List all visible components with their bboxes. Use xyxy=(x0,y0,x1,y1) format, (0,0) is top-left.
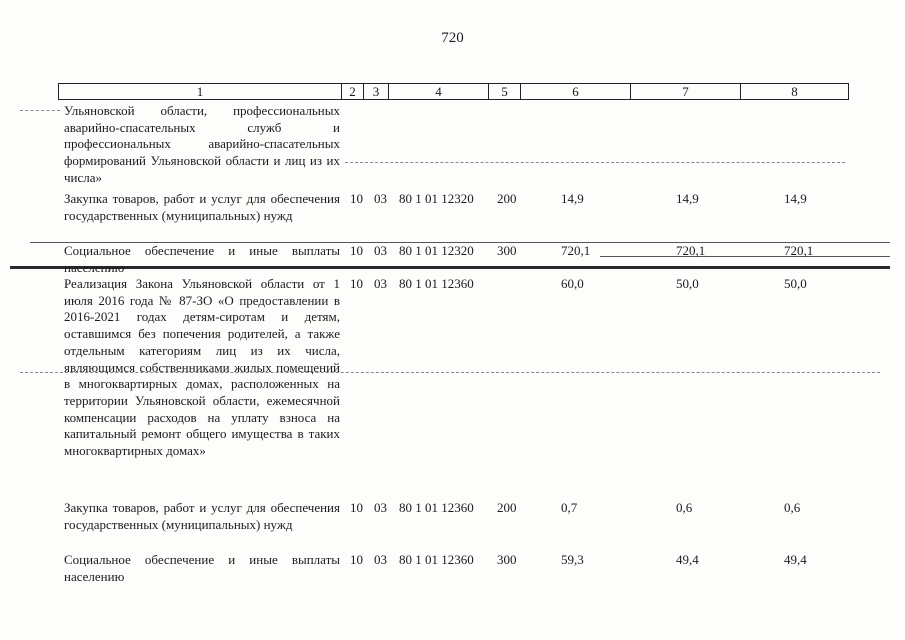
header-col-5: 5 xyxy=(489,84,521,99)
cell-target-code: 80 1 01 12360 xyxy=(399,500,474,515)
cell-subsection: 03 xyxy=(374,500,387,515)
cell-value-8: 720,1 xyxy=(784,243,814,258)
row-description: Реализация Закона Ульяновской области от 1 июля 2016 года № 87-ЗО «О предоставлении в 2016-2021 годах детям-сиротам и детям, оставшимся без попечения родителей, а также отдельным категориям лиц из их числа, являющимся собственниками жилых помещений в многоквартирных домах, расположенных на территории Ульяновской области, ежемесячной компенсации расходов на уплату взноса на капитальный ремонт общего имущества в таких многоквартирных домах» xyxy=(64,276,340,459)
cell-value-6: 59,3 xyxy=(561,552,584,567)
row-description: Ульяновской области, профессиональных аварийно-спасательных служб и профессиональных аварийно-спасательных формирований Ульяновской области и лиц из их числа» xyxy=(64,103,340,185)
cell-subsection: 03 xyxy=(374,552,387,567)
cell-section: 10 xyxy=(350,276,363,291)
row-description: Социальное обеспечение и иные выплаты населению xyxy=(64,552,340,584)
cell-value-7: 49,4 xyxy=(676,552,699,567)
cell-target-code: 80 1 01 12320 xyxy=(399,191,474,206)
header-col-6: 6 xyxy=(521,84,631,99)
header-col-2: 2 xyxy=(342,84,364,99)
cell-value-8: 50,0 xyxy=(784,276,807,291)
cell-section: 10 xyxy=(350,552,363,567)
cell-value-7: 720,1 xyxy=(676,243,706,258)
cell-expense-type: 200 xyxy=(497,500,517,515)
cell-value-6: 14,9 xyxy=(561,191,584,206)
table-header xyxy=(58,83,849,100)
header-col-4: 4 xyxy=(389,84,489,99)
scan-line xyxy=(20,110,60,111)
cell-section: 10 xyxy=(350,500,363,515)
header-col-8: 8 xyxy=(791,84,798,99)
cell-value-6: 60,0 xyxy=(561,276,584,291)
row-description: Закупка товаров, работ и услуг для обеспечения государственных (муниципальных) нужд xyxy=(64,191,340,223)
cell-value-7: 50,0 xyxy=(676,276,699,291)
cell-value-7: 14,9 xyxy=(676,191,699,206)
cell-value-8: 14,9 xyxy=(784,191,807,206)
cell-value-7: 0,6 xyxy=(676,500,693,515)
page-number: 720 xyxy=(441,30,464,46)
cell-target-code: 80 1 01 12360 xyxy=(399,552,474,567)
cell-value-8: 49,4 xyxy=(784,552,807,567)
scan-line xyxy=(345,162,845,163)
header-col-7: 7 xyxy=(631,84,741,99)
cell-value-6: 0,7 xyxy=(561,500,578,515)
cell-subsection: 03 xyxy=(374,191,387,206)
cell-expense-type: 300 xyxy=(497,243,517,258)
cell-expense-type: 300 xyxy=(497,552,517,567)
header-col-1: 1 xyxy=(59,84,342,99)
header-col-3: 3 xyxy=(364,84,389,99)
cell-section: 10 xyxy=(350,243,363,258)
cell-target-code: 80 1 01 12360 xyxy=(399,276,474,291)
cell-section: 10 xyxy=(350,191,363,206)
cell-value-6: 720,1 xyxy=(561,243,591,258)
cell-expense-type: 200 xyxy=(497,191,517,206)
row-description: Закупка товаров, работ и услуг для обеспечения государственных (муниципальных) нужд xyxy=(64,500,340,532)
cell-subsection: 03 xyxy=(374,276,387,291)
cell-target-code: 80 1 01 12320 xyxy=(399,243,474,258)
row-description: Социальное обеспечение и иные выплаты населению xyxy=(64,243,340,275)
cell-subsection: 03 xyxy=(374,243,387,258)
row-divider xyxy=(600,256,890,257)
cell-value-8: 0,6 xyxy=(784,500,801,515)
